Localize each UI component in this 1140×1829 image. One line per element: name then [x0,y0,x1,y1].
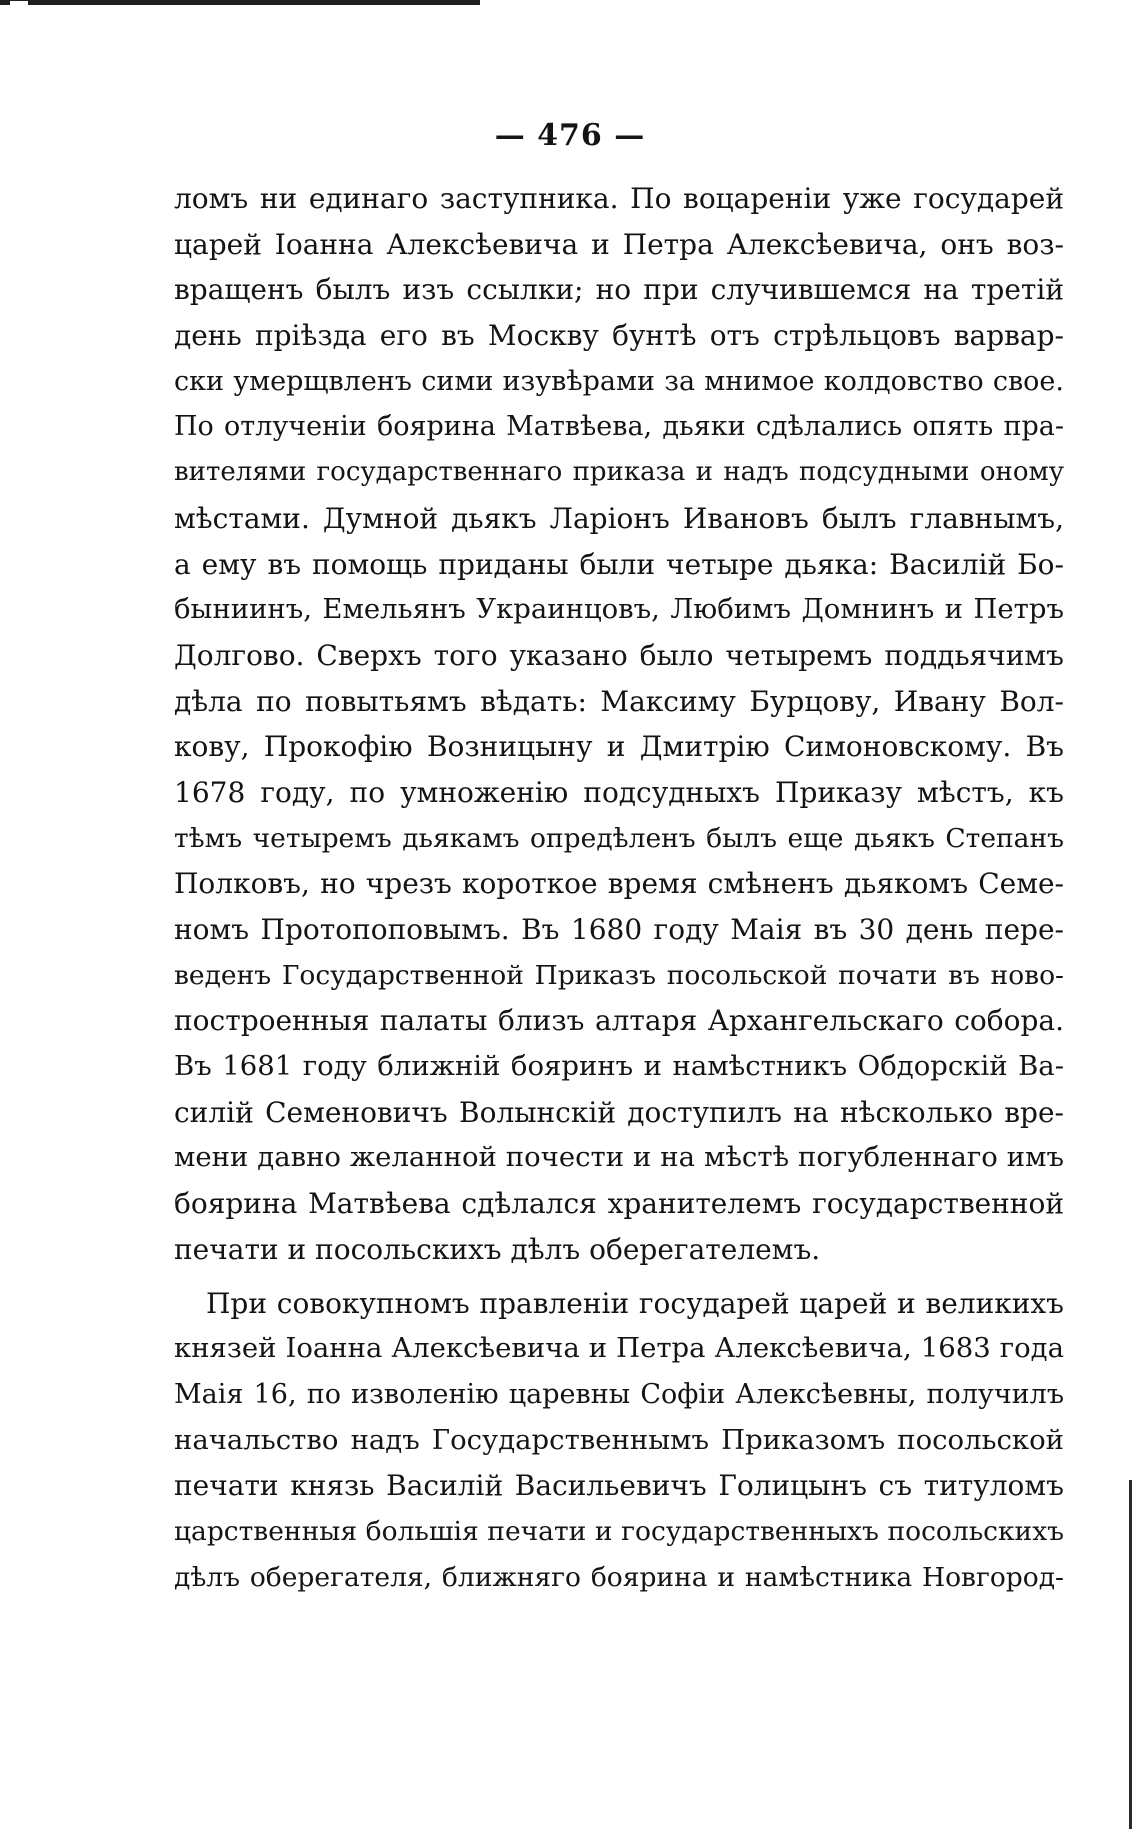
text-line: ломъ ни единаго заступника. По воцареніи уже государей [174,182,1064,215]
text-line: вителями государственнаго приказа и надъ подсудными оному [174,457,1064,488]
paragraph-1 [174,176,1064,1273]
text-line: день пріѣзда его въ Москву бунтѣ отъ стрѣльцовъ варвар- [174,319,1064,353]
text-line: быниинъ, Емельянъ Украинцовъ, Любимъ Домнинъ и Петръ [174,593,1064,626]
text-line: кову, Прокофію Возницыну и Дмитрію Симоновскому. Въ [174,730,1064,764]
text-line: мѣстами. Думной дьякъ Ларіонъ Ивановъ былъ главнымъ, [174,501,1064,535]
text-line: Въ 1681 году ближній бояринъ и намѣстникъ Обдорскій Ва- [174,1050,1064,1083]
text-line: печати князь Василій Васильевичъ Голицынъ съ титуломъ [174,1469,1064,1503]
text-line: силій Семеновичъ Волынскій доступилъ на нѣсколько вре- [174,1095,1064,1129]
page-number: — 476 — [494,118,646,153]
text-line: тѣмъ четыремъ дьякамъ опредѣленъ былъ еще дьякъ Степанъ [174,822,1064,854]
text-line: номъ Протопоповымъ. Въ 1680 году Маія въ 30 день пере- [174,913,1064,946]
text-line: дѣлъ оберегателя, ближняго боярина и намѣстника Новгород- [174,1561,1064,1593]
text-line: дѣла по повытьямъ вѣдать: Максиму Бурцову, Ивану Вол- [174,684,1064,718]
scan-right-edge [1129,1480,1132,1829]
paragraph-gap [174,1273,1064,1281]
text-line: построенныя палаты близъ алтаря Архангельскаго собора. [174,1004,1064,1038]
text-line: царей Іоанна Алексѣевича и Петра Алексѣевича, онъ воз- [174,227,1064,261]
body-text [174,176,1064,1600]
text-line: 1678 году, по умноженію подсудныхъ Приказу мѣстъ, къ [174,775,1064,809]
text-line: князей Іоанна Алексѣевича и Петра Алексѣевича, 1683 года [174,1332,1064,1365]
text-line: Долгово. Сверхъ того указано было четыремъ поддьячимъ [174,638,1064,672]
text-line: а ему въ помощь приданы были четыре дьяка: Василій Бо- [174,547,1064,581]
text-line: ски умерщвленъ сими изувѣрами за мнимое колдовство свое. [174,365,1064,397]
text-line: При совокупномъ правленіи государей царей и великихъ [206,1286,1064,1320]
paragraph-2 [174,1281,1064,1601]
text-line: царственныя большія печати и государственныхъ посольскихъ [174,1515,1064,1547]
scan-top-rule-gap [10,1,28,5]
scan-top-rule [0,0,480,5]
text-line: веденъ Государственной Приказъ посольской почати въ ново- [174,959,1064,991]
text-line: мени давно желанной почести и на мѣстѣ погубленнаго имъ [174,1141,1064,1174]
text-line: начальство надъ Государственнымъ Приказомъ посольской [174,1423,1064,1456]
text-line: боярина Матвѣева сдѣлался хранителемъ государственной [174,1187,1064,1221]
text-line: печати и посольскихъ дѣлъ оберегателемъ. [174,1232,821,1266]
text-line: По отлученіи боярина Матвѣева, дьяки сдѣлались опять пра- [174,411,1064,443]
text-line: вращенъ былъ изъ ссылки; но при случившемся на третій [174,273,1064,307]
text-line: Маія 16, по изволенію царевны Софіи Алексѣевны, получилъ [174,1378,1064,1410]
text-line: Полковъ, но чрезъ короткое время смѣненъ дьякомъ Семе- [174,867,1064,901]
